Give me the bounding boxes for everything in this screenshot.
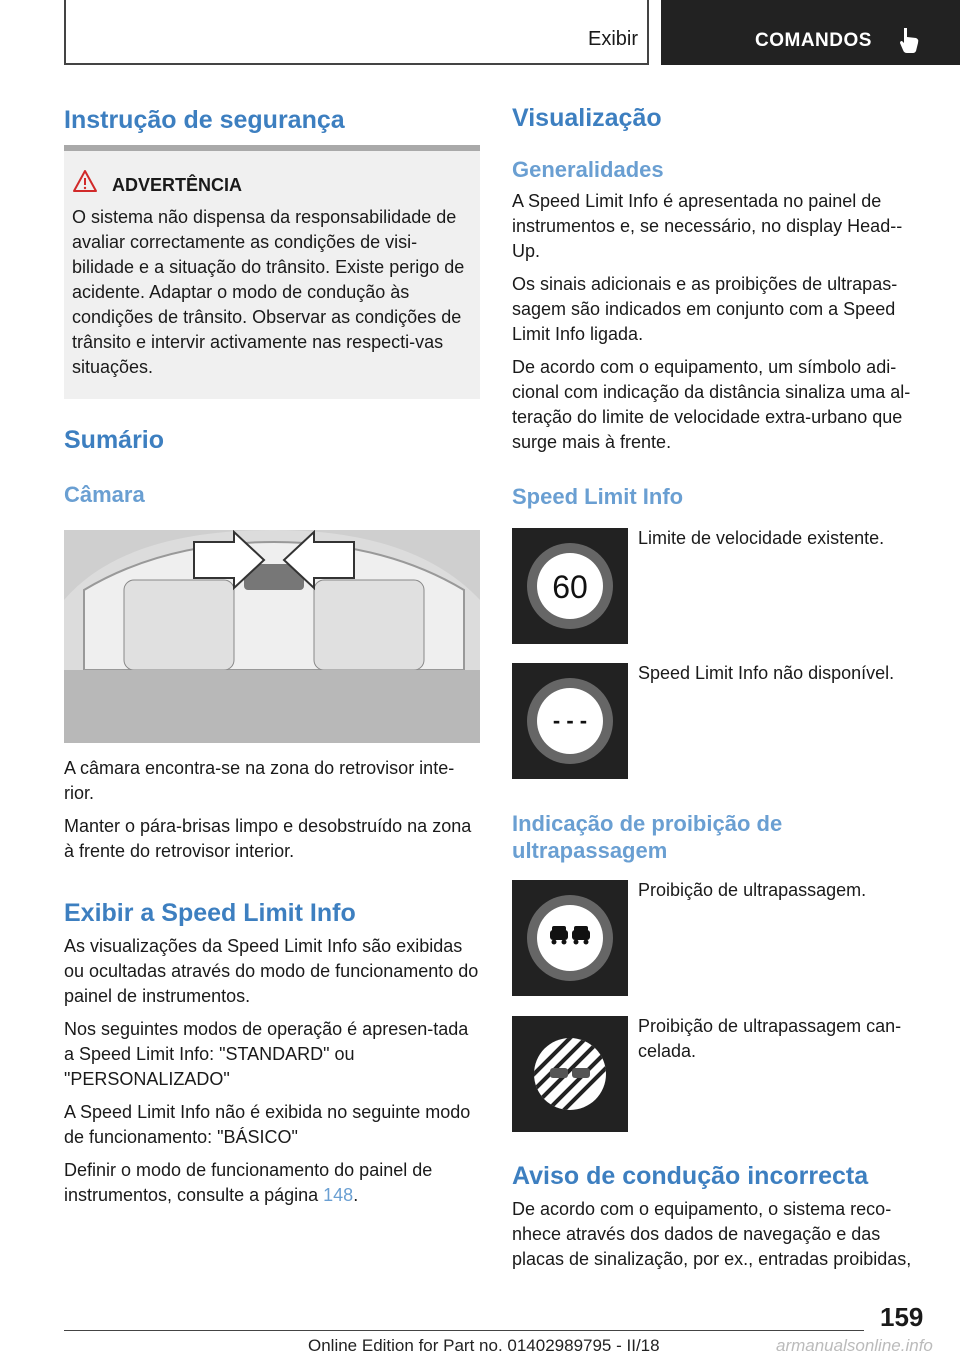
footer-watermark: armanualsonline.info [776, 1336, 933, 1355]
camera-heading: Câmara [64, 482, 145, 507]
warning-box [64, 145, 480, 399]
header-left-rule [64, 0, 66, 65]
footer-edition: Online Edition for Part no. 01402989795 - II/18 [308, 1336, 660, 1355]
display-paragraph-4-text: Definir o modo de funcionamento do painel de instrumentos, consulte a página [64, 1160, 433, 1205]
warning-label: ADVERTÊNCIA [112, 175, 243, 195]
footer-rule [64, 1330, 864, 1331]
warning-bar [64, 145, 480, 151]
no-overtaking-sign [512, 880, 628, 996]
page-number: 159 [880, 1302, 924, 1332]
overtaking-heading: Indicação de proibição de ultrapassagem [512, 811, 783, 863]
general-paragraph-3: De acordo com o equipamento, um símbolo adi-cional com indicação da distância sinaliza uma al-teração do limite de velocidade extra-urbano que surge mais à frente. [512, 357, 911, 452]
general-paragraph-2: Os sinais adicionais e as proibições de ultrapas-sagem são indicados em conjunto com a Speed Limit Info ligada. [512, 274, 898, 344]
speed-limit-info-heading: Speed Limit Info [512, 484, 684, 509]
visualization-heading: Visualização [512, 104, 662, 132]
speed-limit-60-sign [512, 528, 628, 644]
header-section-title: Exibir [587, 28, 638, 50]
page-link[interactable]: 148 [323, 1185, 354, 1205]
sign-4-caption: Proibição de ultrapassagem can-celada. [638, 1016, 902, 1061]
header-chapter-label: COMANDOS [755, 30, 872, 51]
display-paragraph-4 [64, 1158, 482, 1208]
sign-1-caption: Limite de velocidade existente. [638, 528, 885, 548]
general-paragraph-1: A Speed Limit Info é apresentada no painel de instrumentos e, se necessário, no display Head--Up. [512, 191, 903, 261]
header-divider [647, 0, 649, 65]
display-paragraph-1: As visualizações da Speed Limit Info são exibidas ou ocultadas através do modo de funcionamento do painel de instrumentos. [64, 936, 479, 1006]
general-heading: Generalidades [512, 157, 664, 182]
safety-heading: Instrução de segurança [64, 106, 345, 134]
display-paragraph-2: Nos seguintes modos de operação é apresen-tada a Speed Limit Info: "STANDARD" ou "PERSONALIZADO" [64, 1019, 469, 1089]
display-paragraph-4-end: . [353, 1185, 359, 1205]
header-rule [64, 63, 649, 65]
camera-paragraph-2: Manter o pára-brisas limpo e desobstruído na zona à frente do retrovisor interior. [64, 816, 472, 861]
sign-dashes-value: - - - [552, 708, 588, 733]
summary-heading: Sumário [64, 426, 165, 454]
display-heading: Exibir a Speed Limit Info [64, 899, 356, 927]
windshield-camera-illustration [64, 530, 480, 743]
display-paragraph-3: A Speed Limit Info não é exibida no seguinte modo de funcionamento: "BÁSICO" [64, 1102, 471, 1147]
header-chapter-tab [661, 0, 960, 65]
speed-limit-unavailable-sign [512, 663, 628, 779]
sign-3-caption: Proibição de ultrapassagem. [638, 880, 867, 900]
warning-triangle-icon [72, 169, 98, 193]
sign-2-caption: Speed Limit Info não disponível. [638, 663, 895, 683]
wrong-way-paragraph: De acordo com o equipamento, o sistema reco-nhece através dos dados de navegação e das placas de sinalização, por ex., entradas proibidas, [512, 1199, 912, 1269]
warning-text: O sistema não dispensa da responsabilidade de avaliar correctamente as condições de visi-bilidade e a situação do trânsito. Existe perigo de acidente. Adaptar o modo de condução às condições de trânsito. Observar as condições de trânsito e intervir activamente nas respecti-vas situações. [72, 207, 465, 377]
wrong-way-heading: Aviso de condução incorrecta [512, 1162, 869, 1190]
sign-60-value: 60 [552, 569, 588, 605]
camera-paragraph-1: A câmara encontra-se na zona do retrovisor inte-rior. [64, 758, 455, 803]
pointing-hand-icon [898, 26, 920, 54]
end-no-overtaking-sign [512, 1016, 628, 1132]
